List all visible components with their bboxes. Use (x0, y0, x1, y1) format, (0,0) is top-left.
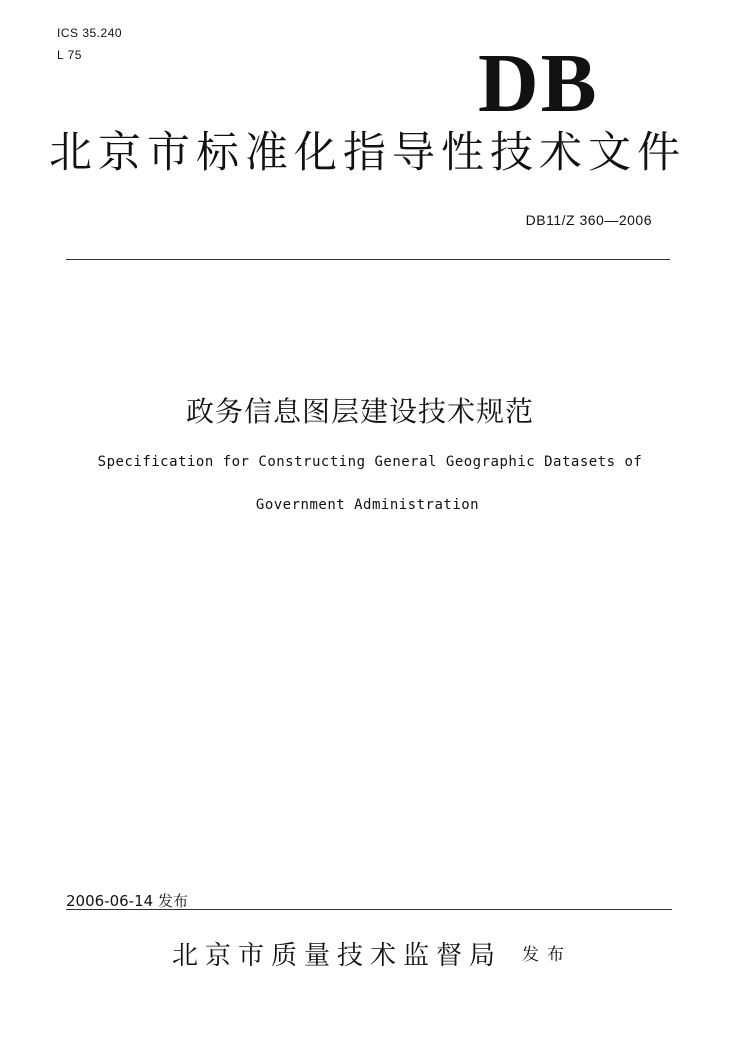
title-english-line2: Government Administration (255, 497, 480, 513)
publish-label: 发布 (522, 945, 572, 965)
title-english-line1-block (0, 454, 750, 470)
db-logo: DB (478, 37, 599, 130)
title-english-line1: Specification for Constructing General Geographic Datasets of (97, 454, 643, 470)
issuing-authority: 北京市质量技术监督局 (172, 941, 503, 971)
classification-code: L 75 (57, 48, 82, 62)
title-chinese-block (0, 395, 750, 428)
title-chinese: 政务信息图层建设技术规范 (185, 395, 534, 428)
top-divider (66, 259, 670, 260)
issue-date: 2006-06-14 发布 (66, 892, 188, 910)
standard-number: DB11/Z 360—2006 (525, 212, 652, 228)
title-english-line2-block (0, 497, 750, 513)
ics-code: ICS 35.240 (57, 26, 123, 40)
bottom-divider (66, 909, 672, 910)
document-type-heading: 北京市标准化指导性技术文件 (49, 128, 686, 178)
